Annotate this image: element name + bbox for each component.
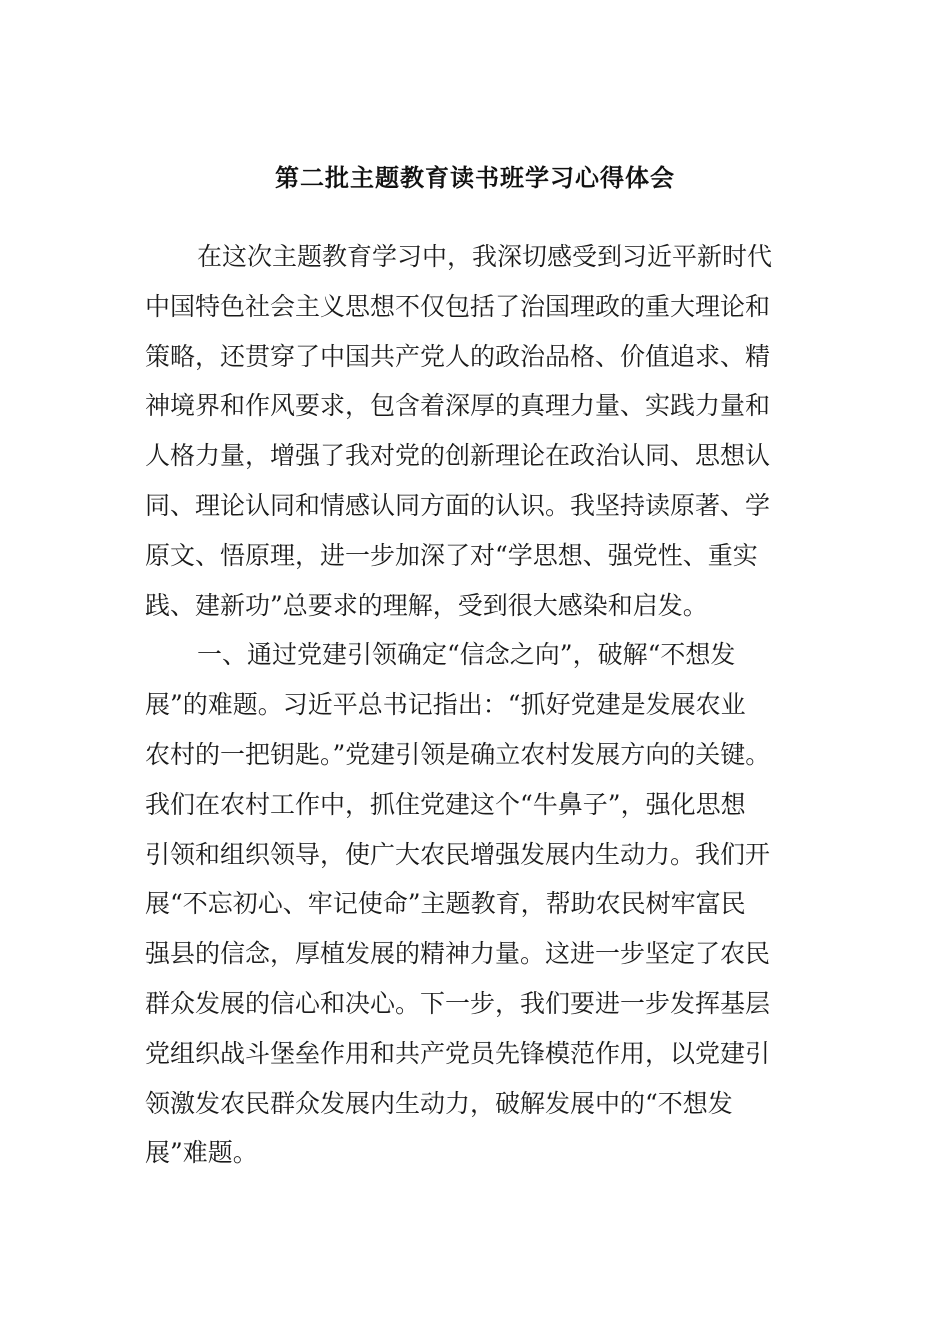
paragraph-line: 展“不忘初心、牢记使命”主题教育，帮助农民树牢富民: [145, 889, 746, 919]
paragraph-line: 党组织战斗堡垒作用和共产党员先锋模范作用，以党建引: [145, 1038, 771, 1068]
document-title: 第二批主题教育读书班学习心得体会: [275, 164, 675, 192]
paragraph-line: 在这次主题教育学习中，我深切感受到习近平新时代: [197, 242, 773, 271]
paragraph-line: 一、通过党建引领确定“信念之向”，破解“不想发: [197, 640, 736, 670]
paragraph-section-one: [145, 630, 805, 1178]
paragraph-line: 展”难题。: [145, 1138, 258, 1168]
paragraph-line: 中国特色社会主义思想不仅包括了治国理政的重大理论和: [145, 291, 771, 321]
paragraph-line: 人格力量，增强了我对党的创新理论在政治认同、思想认: [145, 441, 771, 471]
paragraph-line: 策略，还贯穿了中国共产党人的政治品格、价值追求、精: [145, 341, 771, 371]
paragraph-line: 践、建新功”总要求的理解，受到很大感染和启发。: [145, 590, 708, 620]
paragraph-line: 展”的难题。习近平总书记指出：“抓好党建是发展农业: [145, 690, 746, 720]
paragraph-line: 群众发展的信心和决心。下一步，我们要进一步发挥基层: [145, 988, 771, 1018]
paragraph-line: 原文、悟原理，进一步加深了对“学思想、强党性、重实: [145, 540, 758, 570]
paragraph-line: 我们在农村工作中，抓住党建这个“牛鼻子”，强化思想: [145, 789, 746, 819]
paragraph-line: 强县的信念，厚植发展的精神力量。这进一步坚定了农民: [145, 939, 771, 969]
paragraph-line: 同、理论认同和情感认同方面的认识。我坚持读原著、学: [145, 490, 771, 520]
document-body: [145, 232, 805, 1178]
paragraph-line: 领激发农民群众发展内生动力，破解发展中的“不想发: [145, 1088, 733, 1118]
paragraph-line: 引领和组织领导，使广大农民增强发展内生动力。我们开: [145, 839, 771, 869]
paragraph-line: 农村的一把钥匙。”党建引领是确立农村发展方向的关键。: [145, 739, 771, 769]
paragraph-intro: [145, 232, 805, 630]
paragraph-line: 神境界和作风要求，包含着深厚的真理力量、实践力量和: [145, 391, 771, 421]
